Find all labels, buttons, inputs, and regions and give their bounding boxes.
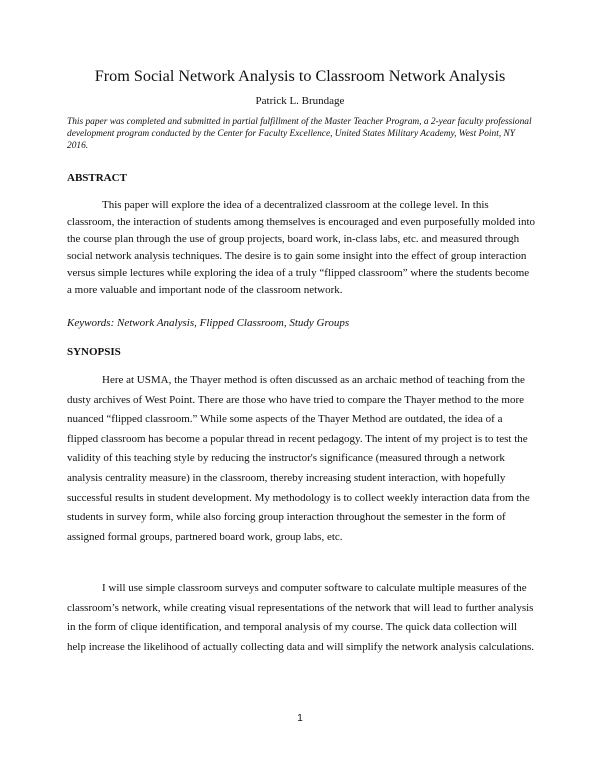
submission-note: This paper was completed and submitted in partial fulfillment of the Master Teacher Program, a 2-year faculty professional development program conducted by the Center for Faculty Excellence, United States Military Academy, West Point, NY 2016. — [67, 117, 532, 151]
keywords-line: Keywords: Network Analysis, Flipped Classroom, Study Groups — [67, 317, 350, 329]
abstract-heading: ABSTRACT — [67, 172, 127, 184]
synopsis-paragraph-1: Here at USMA, the Thayer method is often discussed as an archaic method of teaching from the dusty archives of West Point. There are those who have tried to compare the Thayer method to the more nuanced “flipped classroom.” While some aspects of the Thayer Method are outdated, the idea of a flipped classroom has become a popular thread in recent pedagogy. The intent of my project is to test the validity of this teaching style by reducing the instructor's significance (measured through a network analysis centrality measure) in the classroom, thereby increasing student interaction, with hopefully successful results in student development. My methodology is to collect weekly interaction data from the students in survey form, while also forcing group interaction throughout the semester in the form of assigned formal groups, partnered board work, group labs, etc. — [67, 374, 530, 543]
abstract-body: This paper will explore the idea of a decentralized classroom at the college level. In this classroom, the interaction of students among themselves is encouraged and even purposefully molded into the course plan through the use of group projects, board work, in-class labs, etc. and measured through social network analysis techniques. The desire is to gain some insight into the effect of group interaction versus simple lectures while exploring the idea of a truly “flipped classroom” where the students become a more valuable and important node of the classroom network. — [67, 199, 535, 297]
synopsis-paragraph-2: I will use simple classroom surveys and computer software to calculate multiple measures of the classroom’s network, while creating visual representations of the network that will lead to further analysis in the form of clique identification, and temporal analysis of my course. The quick data collection will help increase the likelihood of actually collecting data and will simplify the network analysis calculations. — [67, 582, 535, 653]
paper-title: From Social Network Analysis to Classroom Network Analysis — [94, 67, 506, 85]
synopsis-heading: SYNOPSIS — [67, 346, 121, 358]
page-number: 1 — [297, 713, 303, 724]
author-name: Patrick L. Brundage — [255, 95, 345, 107]
